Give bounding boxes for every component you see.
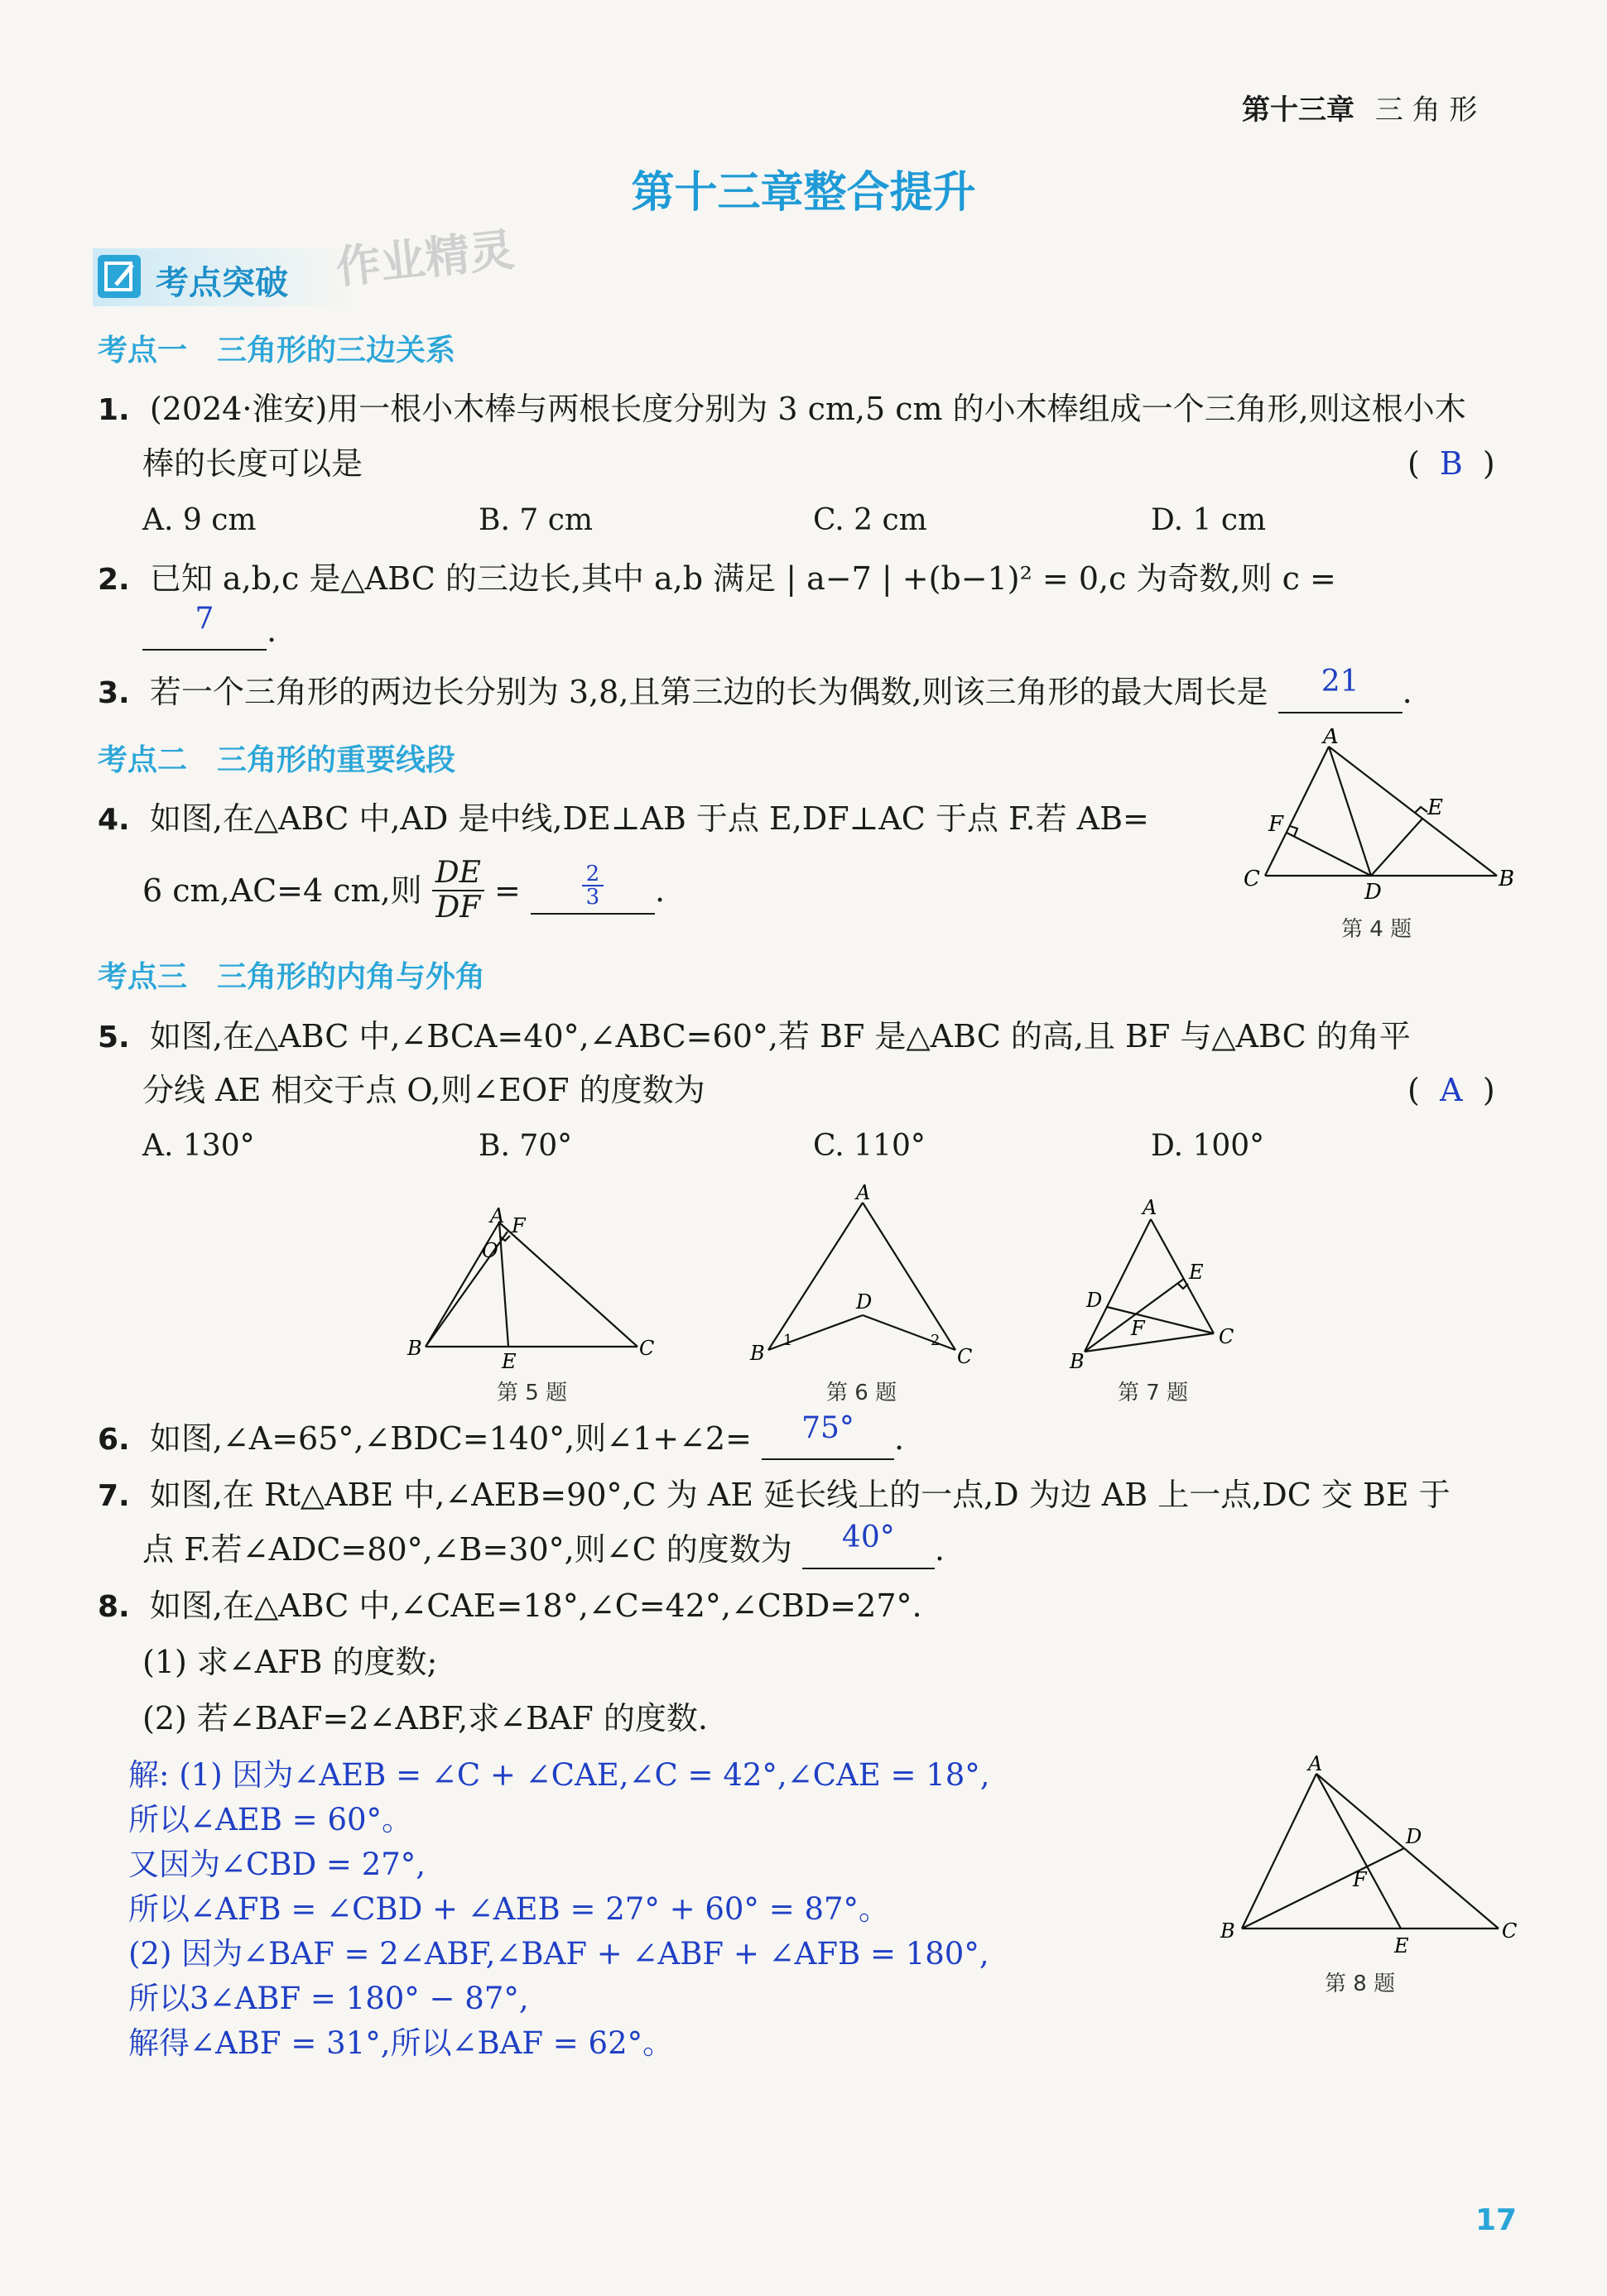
solution-line: 所以∠AFB = ∠CBD + ∠AEB = 27° + 60° = 87°。 (128, 1891, 890, 1927)
question-text: 若一个三角形的两边长分别为 3,8,且第三边的长为偶数,则该三角形的最大周长是 (149, 674, 1268, 710)
answer-blank[interactable] (1278, 665, 1403, 713)
answer-numerator: 2 (582, 863, 604, 886)
label-e: E (1427, 795, 1443, 820)
option-a: A. 130° (142, 1129, 255, 1163)
period: . (267, 612, 277, 649)
answer-choice: B (1439, 445, 1463, 482)
segment-ae (1316, 1774, 1401, 1929)
label-b: B (1499, 867, 1515, 891)
fraction-denominator: DF (435, 891, 481, 925)
segment-ac (1316, 1774, 1499, 1929)
figure-5-caption: 第 5 题 (497, 1381, 568, 1405)
page-number: 17 (1475, 2203, 1518, 2237)
label-b: B (1070, 1350, 1085, 1373)
label-angle-1: 1 (783, 1332, 793, 1349)
label-e: E (1189, 1261, 1204, 1284)
label-b: B (1220, 1919, 1235, 1943)
label-e: E (502, 1350, 517, 1370)
figure-5 (397, 1204, 662, 1370)
question-1 (98, 389, 1466, 430)
question-number: 2. (98, 563, 130, 597)
option-a: A. 9 cm (142, 503, 257, 537)
answer-value: 75° (801, 1411, 854, 1445)
question-5-line2: 分线 AE 相交于点 O,则∠EOF 的度数为 (142, 1072, 705, 1108)
label-f: F (512, 1214, 526, 1237)
question-text: 6 cm,AC=4 cm,则 (142, 872, 422, 909)
solution-block (128, 1753, 990, 2066)
solution-line: 所以3∠ABF = 180° − 87°, (128, 1981, 529, 2016)
question-text: 如图,在△ABC 中,∠CAE=18°,∠C=42°,∠CBD=27°. (149, 1588, 922, 1624)
page-title: 第十三章整合提升 (631, 167, 976, 218)
answer-value: 7 (195, 602, 214, 636)
segment-ac (863, 1203, 955, 1350)
chapter-title: 三 角 形 (1374, 94, 1478, 127)
equals-sign: = (494, 872, 521, 909)
segment-dc (1107, 1307, 1214, 1333)
question-text: 如图,在 Rt△ABE 中,∠AEB=90°,C 为 AE 延长线上的一点,D 为边 AB 上一点,DC 交 BE 于 (149, 1477, 1451, 1513)
answer-bracket-5: ( A ) (1407, 1072, 1495, 1108)
segment-ac (499, 1222, 638, 1347)
figure-8 (1209, 1751, 1523, 1957)
solution-line: 又因为∠CBD = 27°, (128, 1847, 426, 1882)
question-3 (98, 665, 1412, 713)
question-text: 已知 a,b,c 是△ABC 的三边长,其中 a,b 满足 | a−7 | +(b−1)² = 0,c 为奇数,则 c = (149, 560, 1336, 597)
period: . (934, 1531, 945, 1568)
segment-ab (768, 1203, 863, 1350)
question-2-blank-line (142, 602, 277, 651)
fraction-numerator: DE (432, 857, 484, 891)
label-f: F (1353, 1868, 1367, 1891)
segment-ad (1329, 747, 1371, 876)
question-number: 8. (98, 1590, 130, 1624)
label-a: A (490, 1204, 505, 1227)
answer-blank[interactable] (531, 862, 655, 915)
label-c: C (1219, 1325, 1234, 1348)
topic-heading-1: 考点一 三角形的三边关系 (98, 334, 456, 367)
segment-bc (1085, 1333, 1214, 1352)
question-number: 1. (98, 393, 130, 427)
question-text: 点 F.若∠ADC=80°,∠B=30°,则∠C 的度数为 (142, 1531, 792, 1568)
topic-heading-2: 考点二 三角形的重要线段 (98, 743, 456, 777)
answer-blank[interactable] (142, 602, 267, 651)
option-d: D. 100° (1151, 1129, 1265, 1163)
segment-de (1371, 819, 1422, 876)
figure-7 (1060, 1196, 1275, 1378)
label-c: C (1244, 867, 1260, 891)
label-d: D (1406, 1825, 1422, 1848)
question-number: 5. (98, 1021, 130, 1054)
chapter-header (1242, 87, 1477, 127)
question-number: 6. (98, 1423, 130, 1457)
answer-denominator: 3 (585, 885, 600, 910)
answer-bracket-1: ( B ) (1407, 445, 1495, 482)
section-banner-label: 考点突破 (156, 264, 288, 302)
answer-fraction (531, 863, 655, 908)
solution-line: 解: (1) 因为∠AEB = ∠C + ∠CAE,∠C = 42°,∠CAE = 18°, (128, 1757, 990, 1793)
figure-7-caption: 第 7 题 (1118, 1381, 1189, 1405)
option-b: B. 7 cm (479, 503, 593, 537)
figure-4 (1225, 728, 1523, 944)
segment-ac (1265, 747, 1329, 876)
period: . (654, 872, 666, 909)
question-6 (98, 1411, 905, 1460)
label-c: C (1502, 1919, 1518, 1943)
label-d: D (856, 1290, 873, 1314)
question-8-part-1: (1) 求∠AFB 的度数; (142, 1644, 438, 1680)
figure-6 (737, 1179, 985, 1378)
question-4 (98, 799, 1149, 840)
question-1-line2: 棒的长度可以是 (142, 445, 363, 482)
segment-dc (863, 1315, 955, 1350)
question-text: 如图,∠A=65°,∠BDC=140°,则∠1+∠2= (149, 1420, 752, 1457)
question-number: 7. (98, 1479, 130, 1513)
solution-line: 所以∠AEB = 60°。 (128, 1802, 413, 1837)
question-8-part-2: (2) 若∠BAF=2∠ABF,求∠BAF 的度数. (142, 1700, 708, 1736)
figure-4-caption: 第 4 题 (1341, 917, 1412, 942)
option-b: B. 70° (479, 1129, 573, 1163)
answer-choice: A (1440, 1072, 1463, 1108)
solution-line: (2) 因为∠BAF = 2∠ABF,∠BAF + ∠ABF + ∠AFB = 180°, (128, 1936, 989, 1972)
question-4-line2 (142, 857, 665, 925)
option-c: C. 2 cm (813, 503, 927, 537)
label-b: B (750, 1342, 765, 1365)
label-f: F (1131, 1317, 1145, 1340)
figure-6-caption: 第 6 题 (826, 1381, 897, 1405)
pencil-icon (98, 255, 141, 298)
watermark: 作业精灵 (333, 223, 517, 295)
label-b: B (407, 1337, 422, 1360)
fraction-de-df (432, 857, 484, 925)
answer-blank[interactable] (802, 1520, 935, 1569)
segment-ac (1151, 1219, 1214, 1333)
question-number: 4. (98, 803, 130, 837)
solution-line: 解得∠ABF = 31°,所以∠BAF = 62°。 (128, 2025, 674, 2061)
answer-value: 21 (1321, 665, 1359, 699)
label-angle-2: 2 (931, 1332, 941, 1349)
topic-heading-3: 考点三 三角形的内角与外角 (98, 960, 486, 994)
question-number: 3. (98, 676, 130, 710)
label-c: C (639, 1337, 655, 1360)
question-text: 如图,在△ABC 中,∠BCA=40°,∠ABC=60°,若 BF 是△ABC 的高,且 BF 与△ABC 的角平 (149, 1018, 1411, 1054)
question-7 (98, 1475, 1451, 1516)
period: . (1402, 674, 1412, 710)
label-d: D (1364, 880, 1382, 905)
question-text: 如图,在△ABC 中,AD 是中线,DE⊥AB 于点 E,DF⊥AC 于点 F.若 AB= (149, 800, 1149, 837)
figure-8-caption: 第 8 题 (1325, 1972, 1396, 1996)
chapter-number: 第十三章 (1242, 94, 1354, 127)
section-banner-icon (98, 255, 141, 298)
option-c: C. 110° (813, 1129, 926, 1163)
label-a: A (1308, 1752, 1323, 1775)
period: . (894, 1420, 905, 1457)
option-d: D. 1 cm (1151, 503, 1267, 537)
label-o: O (482, 1239, 498, 1262)
label-a: A (856, 1181, 871, 1204)
question-text: (2024·淮安)用一根小木棒与两根长度分别为 3 cm,5 cm 的小木棒组成一个三角形,则这根小木 (149, 391, 1466, 427)
segment-ab (1329, 747, 1497, 876)
right-angle-e (1415, 807, 1427, 813)
label-d: D (1086, 1289, 1103, 1312)
question-7-line2 (142, 1520, 945, 1569)
label-a: A (1143, 1196, 1157, 1219)
label-f: F (1268, 812, 1284, 837)
label-c: C (957, 1345, 973, 1368)
label-e: E (1394, 1934, 1409, 1957)
question-2 (98, 559, 1336, 600)
answer-value: 40° (841, 1520, 895, 1554)
answer-blank[interactable] (762, 1411, 894, 1460)
right-angle-e (1178, 1284, 1188, 1289)
label-a: A (1323, 728, 1339, 749)
question-8 (98, 1586, 922, 1627)
question-5 (98, 1016, 1411, 1058)
segment-ab (1242, 1774, 1316, 1929)
